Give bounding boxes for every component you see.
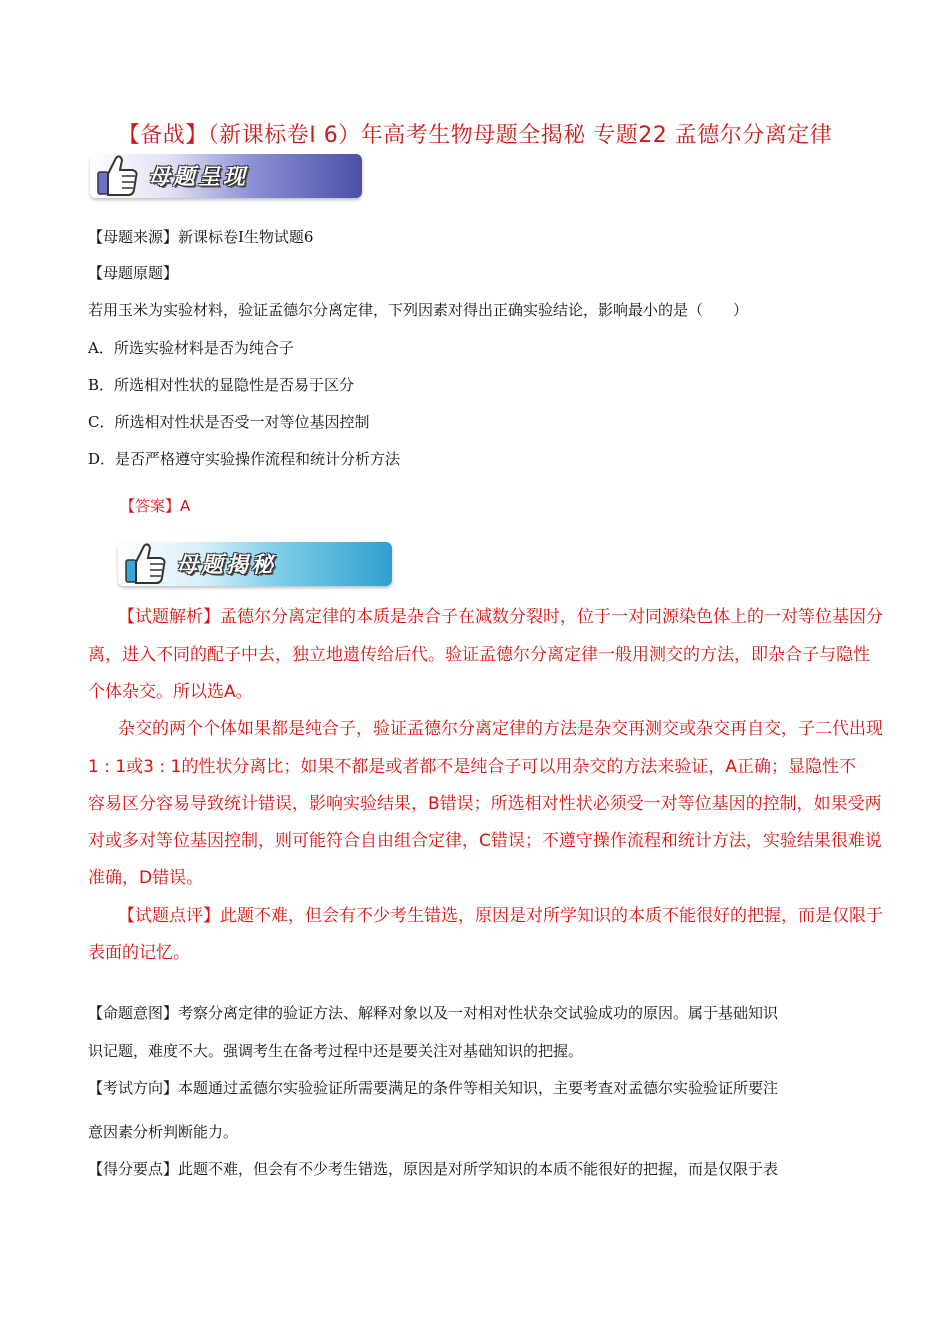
thumbs-up-icon <box>120 538 168 588</box>
original-heading: 【母题原题】 <box>88 264 179 282</box>
analysis-line: 个体杂交。所以选A。 <box>88 682 253 702</box>
section-banner-reveal <box>118 542 392 586</box>
source-line: 【母题来源】新课标卷Ⅰ生物试题6 <box>88 228 314 246</box>
option-a: A．所选实验材料是否为纯合子 <box>88 339 294 357</box>
direction-line: 意因素分析判断能力。 <box>88 1123 239 1141</box>
thumbs-up-icon <box>92 150 140 200</box>
intent-line: 识记题，难度不大。强调考生在备考过程中还是要关注对基础知识的把握。 <box>88 1042 584 1060</box>
score-point-line: 【得分要点】此题不难，但会有不少考生错选，原因是对所学知识的本质不能很好的把握，而是仅限于表 <box>88 1160 779 1178</box>
answer-text: 【答案】A <box>120 497 191 515</box>
banner-label: 母题呈现 <box>148 165 249 190</box>
analysis-line: 【试题解析】孟德尔分离定律的本质是杂合子在减数分裂时，位于一对同源染色体上的一对等位基因分 <box>118 607 883 627</box>
option-d: D．是否严格遵守实验操作流程和统计分析方法 <box>88 450 401 468</box>
analysis-line: 容易区分容易导致统计错误，影响实验结果，B错误；所选相对性状必须受一对等位基因的控制，如果受两 <box>88 794 882 814</box>
option-c: C．所选相对性状是否受一对等位基因控制 <box>88 413 370 431</box>
question-text: 若用玉米为实验材料，验证孟德尔分离定律，下列因素对得出正确实验结论，影响最小的是（ ） <box>88 301 749 319</box>
comment-line: 表面的记忆。 <box>88 943 190 963</box>
banner-label: 母题揭秘 <box>176 553 277 578</box>
section-banner-presentation <box>90 154 362 198</box>
analysis-line: 离，进入不同的配子中去，独立地遗传给后代。验证孟德尔分离定律一般用测交的方法，即杂合子与隐性 <box>88 645 870 665</box>
analysis-line: 准确，D错误。 <box>88 868 204 888</box>
analysis-line: 对或多对等位基因控制，则可能符合自由组合定律，C错误；不遵守操作流程和统计方法，实验结果很难说 <box>88 831 882 851</box>
comment-line: 【试题点评】此题不难，但会有不少考生错选，原因是对所学知识的本质不能很好的把握，而是仅限于 <box>118 906 883 926</box>
analysis-line: 1 : 1或3 : 1的性状分离比；如果不都是或者都不是纯合子可以用杂交的方法来验证，A正确；显隐性不 <box>88 757 856 777</box>
intent-line: 【命题意图】考察分离定律的验证方法、解释对象以及一对相对性状杂交试验成功的原因。属于基础知识 <box>88 1004 779 1022</box>
analysis-line: 杂交的两个个体如果都是纯合子，验证孟德尔分离定律的方法是杂交再测交或杂交再自交，子二代出现 <box>118 719 883 739</box>
direction-line: 【考试方向】本题通过孟德尔实验验证所需要满足的条件等相关知识，主要考查对孟德尔实验验证所要注 <box>88 1079 779 1097</box>
option-b: B．所选相对性状的显隐性是否易于区分 <box>88 376 355 394</box>
page-title: 【备战】（新课标卷Ⅰ 6）年高考生物母题全揭秘 专题22 孟德尔分离定律 <box>117 123 833 148</box>
